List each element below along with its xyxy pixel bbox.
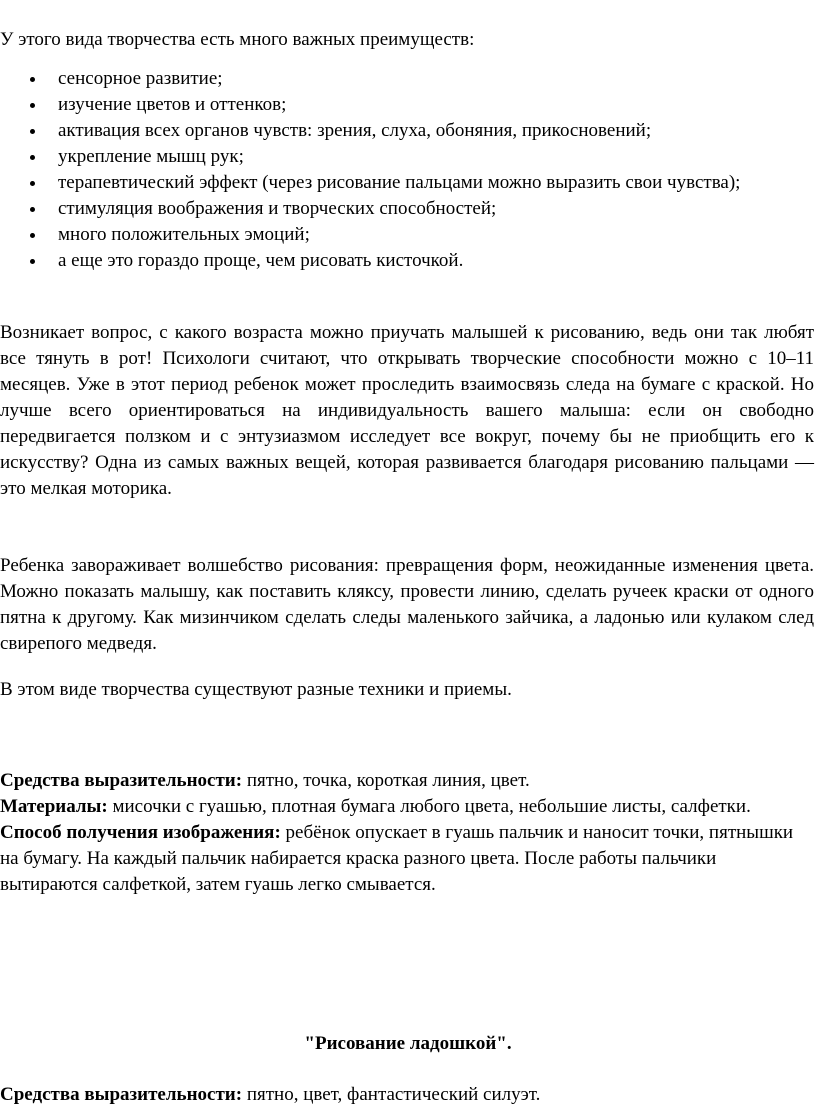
list-item: много положительных эмоций; xyxy=(0,222,814,248)
means-row xyxy=(0,768,814,794)
technique-dots xyxy=(0,768,814,898)
materials-label: Материалы: xyxy=(0,796,108,817)
list-item: изучение цветов и оттенков; xyxy=(0,92,814,118)
paragraph-magic: Ребенка завораживает волшебство рисования: превращения форм, неожиданные изменения цвета. Можно показать малышу, как поставить кляксу, провести линию, сделать ручеек краски от одного пятна к другому. Как мизинчиком сделать следы маленького зайчика, а ладонью или кулаком след свирепого медведя. xyxy=(0,555,814,654)
means-label: Средства выразительности: xyxy=(0,1084,243,1105)
list-item: а еще это гораздо проще, чем рисовать кисточкой. xyxy=(0,248,814,274)
list-item: активация всех органов чувств: зрения, слуха, обоняния, прикосновений; xyxy=(0,118,814,144)
intro-text: У этого вида творчества есть много важных преимуществ: xyxy=(0,29,475,50)
benefits-list xyxy=(0,66,814,274)
materials-row xyxy=(0,794,814,820)
method-label: Способ получения изображения: xyxy=(0,822,281,843)
paragraph-techniques: В этом виде творчества существуют разные техники и приемы. xyxy=(0,679,512,700)
section-title-palm-painting: "Рисование ладошкой". xyxy=(304,1033,512,1054)
method-text: ребёнок опускает в гуашь пальчик и наносит точки, пятнышки на бумагу. На каждый пальчик набирается краска разного цвета. После работы пальчики вытираются салфеткой, затем гуашь легко смывается. xyxy=(0,822,794,895)
list-item: стимуляция воображения и творческих способностей; xyxy=(0,196,814,222)
means-text: пятно, точка, короткая линия, цвет. xyxy=(242,770,530,791)
means-label: Средства выразительности: xyxy=(0,770,243,791)
paragraph-age: Возникает вопрос, с какого возраста можно приучать малышей к рисованию, ведь они так любят все тянуть в рот! Психологи считают, что открывать творческие способности можно с 10–11 месяцев. Уже в этот период ребенок может проследить взаимосвязь следа на бумаге с краской. Но лучше всего ориентироваться на индивидуальность вашего малыша: если он свободно передвигается ползком и с энтузиазмом исследует все вокруг, почему бы не приобщить его к искусству? Одна из самых важных вещей, которая развивается благодаря рисованию пальцами — это мелкая моторика. xyxy=(0,322,814,499)
list-item: сенсорное развитие; xyxy=(0,66,814,92)
means-row-palm xyxy=(0,1082,814,1108)
list-item: терапевтический эффект (через рисование пальцами можно выразить свои чувства); xyxy=(0,170,814,196)
means-text: пятно, цвет, фантастический силуэт. xyxy=(242,1084,541,1105)
list-item: укрепление мышц рук; xyxy=(0,144,814,170)
materials-text: мисочки с гуашью, плотная бумага любого цвета, небольшие листы, салфетки. xyxy=(107,796,751,817)
method-row xyxy=(0,820,814,898)
